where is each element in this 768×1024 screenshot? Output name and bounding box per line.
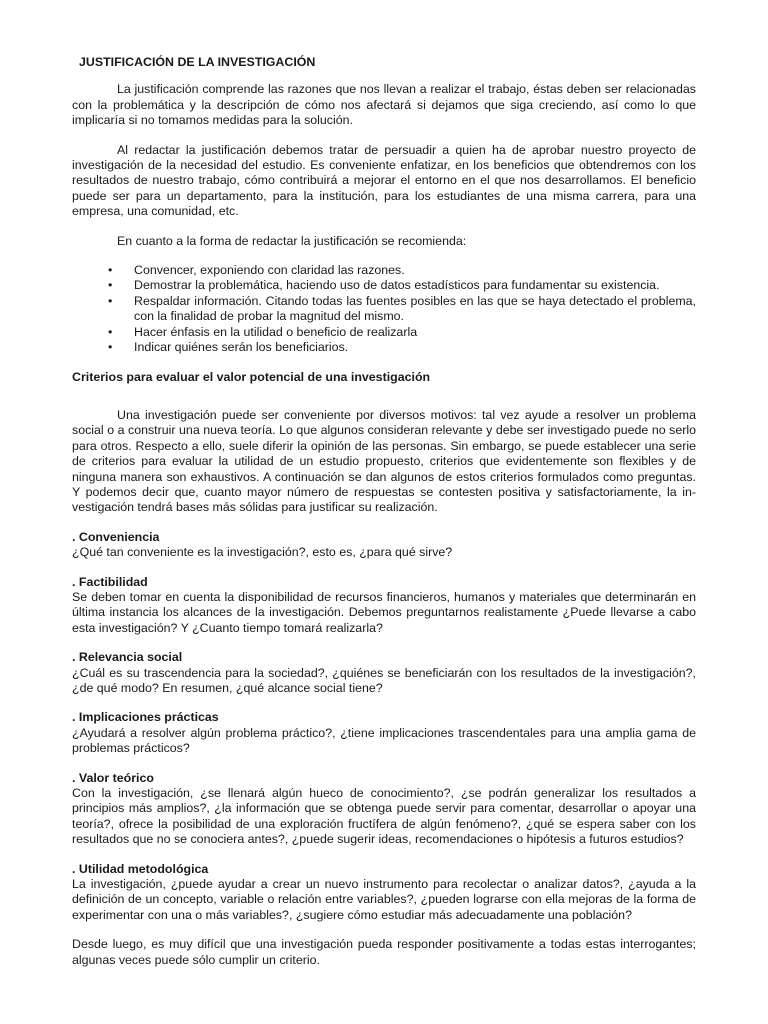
intro-paragraph-3: En cuanto a la forma de redactar la justificación se recomienda: <box>117 233 467 248</box>
criterion-title: . Utilidad metodológica <box>72 861 209 876</box>
criterion-factibilidad <box>72 575 696 637</box>
intro-paragraph-1: La justificación comprende las razones que nos llevan a realizar el trabajo, éstas deben ser relacionadas con la problemática y la descripción de cómo nos afectará si dejamos que siga creciendo, así como lo que implicaría si no tomamos medidas para la solución. <box>72 82 696 128</box>
criterion-utilidad-metodologica <box>72 862 696 924</box>
bullet-icon: • <box>108 263 113 278</box>
criteria-heading: Criterios para evaluar el valor potencial de una investigación <box>72 369 431 384</box>
closing-paragraph: Desde luego, es muy difícil que una investigación pueda responder positivamente a todas estas interrogantes; algunas veces puede sólo cumplir un criterio. <box>72 937 696 967</box>
criterion-title: . Factibilidad <box>72 574 148 589</box>
criterion-text: ¿Cuál es su trascendencia para la sociedad?, ¿quiénes se beneficiarán con los resultados de la investigación?, ¿de qué modo? En resumen, ¿qué alcance social tiene? <box>72 665 696 695</box>
list-item: • Hacer énfasis en la utilidad o beneficio de realizarla <box>108 324 418 339</box>
criterion-text: La investigación, ¿puede ayudar a crear un nuevo instrumento para recolectar o analizar datos?, ¿ayuda a la definición de un concepto, variable o relación entre variables?, ¿pueden lograrse con ella mejoras de la forma de experimentar con una o más variables?, ¿sugiere cómo estudiar más adecuadamente una población? <box>72 877 696 922</box>
criterion-title: . Valor teórico <box>72 770 154 785</box>
recommendations-list <box>72 263 696 355</box>
criterion-implicaciones-practicas <box>72 710 696 756</box>
criterion-conveniencia <box>72 530 696 561</box>
criterion-title: . Implicaciones prácticas <box>72 710 219 725</box>
bullet-icon: • <box>108 293 113 308</box>
list-item: • Convencer, exponiendo con claridad las razones. <box>108 263 405 278</box>
criterion-text: ¿Ayudará a resolver algún problema práctico?, ¿tiene implicaciones trascendentales para una amplia gama de problemas prácticos? <box>72 725 696 756</box>
bullet-icon: • <box>108 340 113 355</box>
intro-paragraph-2: Al redactar la justificación debemos tratar de persuadir a quien ha de aprobar nuestro proyecto de investigación de la necesidad del estudio. Es conveniente enfatizar, en los beneficios que obtendremos con los resultados de nuestro trabajo, cómo contribuirá a mejorar el entorno en el que nos desarrollamos. El beneficio puede ser para un departamento, para la institución, para los estudiantes de una misma carrera, para una empresa, una comunidad, etc. <box>72 142 696 219</box>
bullet-icon: • <box>108 278 113 293</box>
criteria-intro: Una investigación puede ser conveniente por diversos motivos: tal vez ayude a resolver un problema social o a construir una nueva teoría. Lo que algunos consideran relevante y debe ser investigado puede no serlo para otros. Respecto a ello, suele diferir la opinión de las personas. Sin embargo, se puede establecer una serie de criterios para evaluar la utilidad de un estudio propuesto, criterios que evidentemente son flexibles y de ninguna manera son exhaustivos. A continuación se dan algunos de estos criterios formulados como preguntas. Y podemos decir que, cuanto mayor número de respuestas se contesten positiva y satisfactoriamente, la in-vestigación tendrá bases más sólidas para justificar su realización. <box>72 407 696 515</box>
criterion-relevancia-social <box>72 650 696 696</box>
criterion-valor-teorico <box>72 771 696 848</box>
criterion-title: . Conveniencia <box>72 529 160 544</box>
list-item: • Indicar quiénes serán los beneficiarios. <box>108 340 349 355</box>
criterion-text: ¿Qué tan conveniente es la investigación?, esto es, ¿para qué sirve? <box>72 545 453 560</box>
list-item: • Respaldar información. Citando todas las fuentes posibles en las que se haya detectado el problema, con la finalidad de probar la magnitud del mismo. <box>108 293 696 324</box>
document-title: JUSTIFICACIÓN DE LA INVESTIGACIÓN <box>79 55 316 69</box>
list-item: • Demostrar la problemática, haciendo uso de datos estadísticos para fundamentar su existencia. <box>108 278 660 293</box>
bullet-icon: • <box>108 324 113 339</box>
criterion-text: Con la investigación, ¿se llenará algún hueco de conocimiento?, ¿se podrán generalizar los resultados a principios más amplios?, ¿la información que se obtenga puede servir para comentar, desarrollar o apoyar una teoría?, ofrece la posibilidad de una exploración fructífera de algún fenómeno?, ¿qué se espera saber con los resultados que no se conociera antes?, ¿puede sugerir ideas, recomendaciones o hipótesis a futuros estudios? <box>72 786 696 847</box>
criterion-text: Se deben tomar en cuenta la disponibilidad de recursos financieros, humanos y materiales que determinarán en última instancia los alcances de la investigación. Debemos preguntarnos realistamente ¿Puede llevarse a cabo esta investigación? Y ¿Cuanto tiempo tomará realizarla? <box>72 589 696 635</box>
criterion-title: . Relevancia social <box>72 650 183 665</box>
